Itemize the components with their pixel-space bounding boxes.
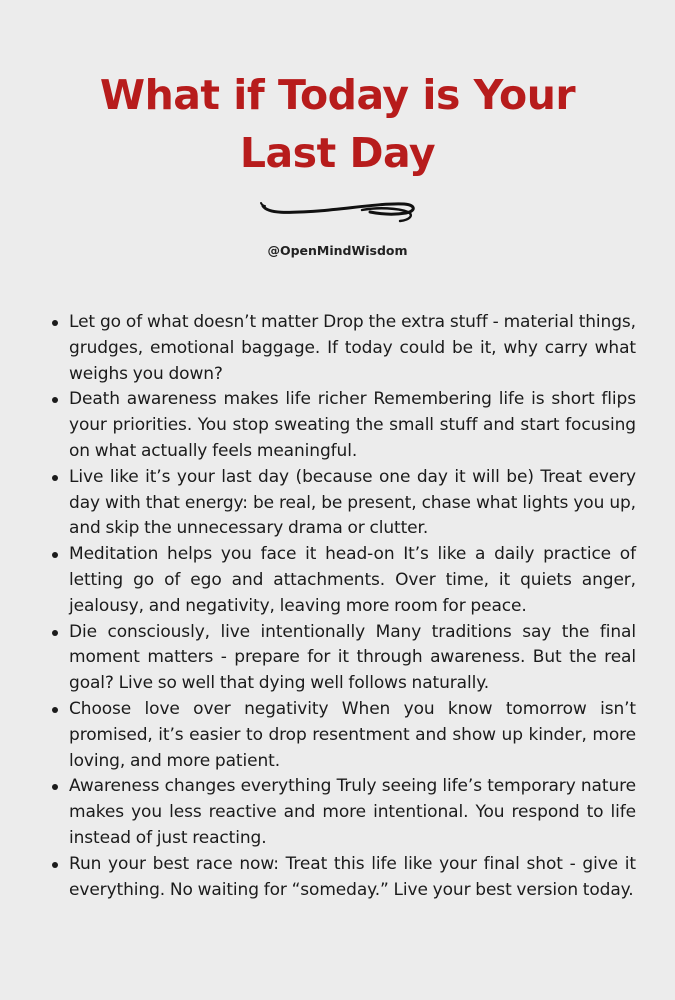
list-item-text: Run your best race now: Treat this life like your final shot - give it everything. No waiting for “someday.” Live your best version today.	[69, 853, 636, 900]
bullet-icon	[52, 784, 58, 790]
title-line-1: What if Today is Your	[99, 71, 576, 119]
bullet-icon	[52, 397, 58, 403]
bullet-list	[69, 310, 636, 903]
list-item	[69, 310, 636, 387]
list-item-text: Die consciously, live intentionally Many traditions say the final moment matters - prepare for it through awareness. But the real goal? Live so well that dying well follows naturally.	[69, 621, 636, 694]
swash-divider-icon	[258, 194, 418, 228]
bullet-icon	[52, 475, 58, 481]
list-item	[69, 620, 636, 697]
bullet-icon	[52, 320, 58, 326]
list-item	[69, 774, 636, 851]
list-item	[69, 697, 636, 774]
list-item-text: Live like it’s your last day (because one day it will be) Treat every day with that energy: be real, be present, chase what lights you up, and skip the unnecessary drama or clutter.	[69, 466, 636, 539]
list-item-text: Let go of what doesn’t matter Drop the extra stuff - material things, grudges, emotional baggage. If today could be it, why carry what weighs you down?	[69, 312, 636, 384]
list-item-text: Awareness changes everything Truly seeing life’s temporary nature makes you less reactive and more intentional. You respond to life instead of just reacting.	[69, 776, 636, 848]
page-title	[0, 66, 675, 182]
bullet-icon	[52, 707, 58, 713]
list-item	[69, 387, 636, 464]
author-handle: @OpenMindWisdom	[267, 243, 408, 258]
list-item	[69, 852, 636, 904]
list-item-text: Death awareness makes life richer Remembering life is short flips your priorities. You stop sweating the small stuff and start focusing on what actually feels meaningful.	[69, 389, 636, 461]
list-item	[69, 465, 636, 542]
bullet-icon	[52, 862, 58, 868]
bullet-icon	[52, 630, 58, 636]
list-item	[69, 542, 636, 619]
title-line-2: Last Day	[239, 129, 436, 177]
list-item-text: Choose love over negativity When you know tomorrow isn’t promised, it’s easier to drop resentment and show up kinder, more loving, and more patient.	[69, 698, 636, 771]
list-item-text: Meditation helps you face it head-on It’s like a daily practice of letting go of ego and attachments. Over time, it quiets anger, jealousy, and negativity, leaving more room for peace.	[69, 544, 636, 616]
bullet-icon	[52, 552, 58, 558]
